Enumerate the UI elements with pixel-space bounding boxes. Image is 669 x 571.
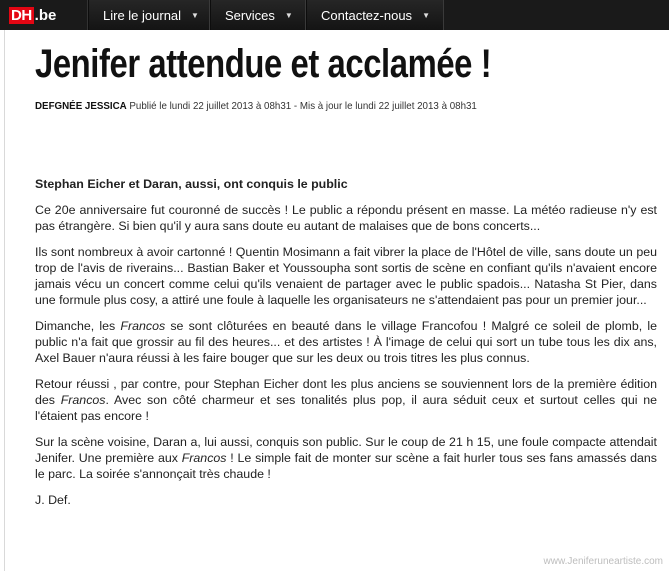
nav-services[interactable] [210, 0, 306, 30]
article-lead: Stephan Eicher et Daran, aussi, ont conquis le public [35, 177, 348, 191]
article-dates: Publié le lundi 22 juillet 2013 à 08h31 - Mis à jour le lundi 22 juillet 2013 à 08h31 [129, 100, 477, 112]
article-paragraph [35, 376, 657, 424]
text-span: Sur la scène voisine, Daran a, lui aussi, conquis son public. Sur le coup de 21 h 15, une foule compacte attendait Jenifer. Une première aux [35, 435, 657, 465]
caret-down-icon: ▼ [284, 10, 293, 20]
article-paragraph [35, 434, 657, 482]
text-span: se sont clôturées en beauté dans le village Francofou ! Malgré ce soleil de plomb, le public n'a fait que grossir au fil des heures... et des artistes ! À l'image de celui qui sort un tube tous les dix ans, Axel Bauer n'aura réussi à les faire bouger que sur les deux ou trois titres les plus connus. [35, 319, 657, 365]
nav-lire-le-journal[interactable] [88, 0, 210, 30]
article-title: Jenifer attendue et acclamée ! [35, 42, 492, 86]
article-signature: J. Def. [35, 493, 71, 507]
article-page [4, 30, 669, 571]
nav-filler [444, 0, 669, 30]
watermark: www.Jeniferuneartiste.com [543, 556, 663, 567]
article-body [35, 176, 657, 518]
caret-down-icon: ▼ [422, 10, 430, 20]
emphasis-francos: Francos [60, 393, 106, 407]
emphasis-francos: Francos [181, 451, 227, 465]
article-paragraph: Ce 20e anniversaire fut couronné de succès ! Le public a répondu présent en masse. La météo radieuse n'y est pas étrangère. Si bien qu'il y aura sans doute eu autant de malaises que de bons concerts... [35, 203, 657, 233]
article-paragraph: Ils sont nombreux à avoir cartonné ! Quentin Mosimann a fait vibrer la place de l'Hôtel de ville, sans doute un peu trop de l'avis de riverains... Bastian Baker et Youssoupha sont sortis de scène en confiant qu'ils n'avaient encore jamais vécu un concert comme celui qu'ils venaient de partager avec le public spadois... Natasha St Pier, dans une formule plus cosy, a attiré une foule à laquelle les organisateurs ne s'attendaient pas pour un premier jour... [35, 245, 657, 307]
nav-label: Services [225, 7, 275, 23]
article-author[interactable]: DEFGNÉE JESSICA [35, 100, 127, 112]
text-span: ! Le simple fait de monter sur scène a fait hurler tous ses fans amassés dans le parc. La soirée s'annonçait très chaude ! [35, 451, 657, 481]
top-nav-bar [0, 0, 669, 30]
logo-be: .be [34, 6, 57, 24]
nav-label: Contactez-nous [321, 7, 413, 23]
text-span: Retour réussi , par contre, pour Stephan Eicher dont les plus anciens se souviennent lors de la première édition des [35, 377, 657, 407]
article-paragraph [35, 318, 657, 366]
caret-down-icon: ▼ [191, 10, 199, 20]
nav-contactez-nous[interactable] [306, 0, 444, 30]
article-byline [35, 100, 477, 112]
site-logo[interactable] [0, 0, 88, 30]
text-span: Dimanche, les [35, 319, 121, 333]
logo-dh: DH [11, 6, 32, 24]
text-span: . Avec son côté charmeur et ses tonalités plus pop, il aura séduit ceux et surtout celles qui ne l'étaient pas encore ! [35, 393, 657, 423]
nav-label: Lire le journal [103, 7, 182, 23]
emphasis-francos: Francos [120, 319, 166, 333]
